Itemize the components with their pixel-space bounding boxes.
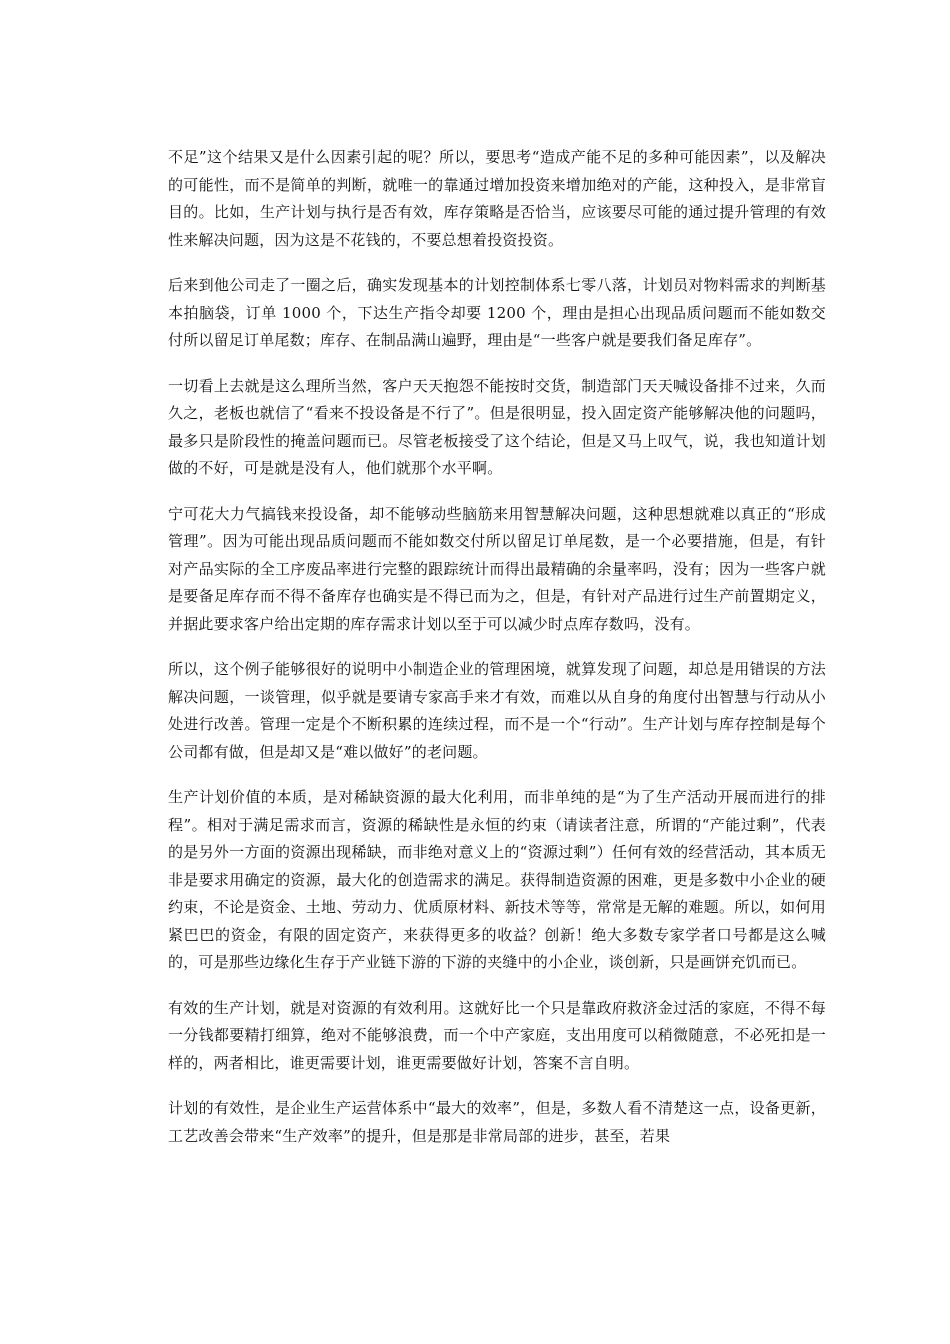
paragraph-3: 一切看上去就是这么理所当然，客户天天抱怨不能按时交货，制造部门天天喊设备排不过来，久而久之，老板也就信了“看来不投设备是不行了”。但是很明显，投入固定资产能够解决他的问题吗，最多只是阶段性的掩盖问题而已。尽管老板接受了这个结论，但是又马上叹气，说，我也知道计划做的不好，可是就是没有人，他们就那个水平啊。 xyxy=(168,376,826,477)
paragraph-8: 计划的有效性，是企业生产运营体系中“最大的效率”，但是，多数人看不清楚这一点，设备更新，工艺改善会带来“生产效率”的提升，但是那是非常局部的进步，甚至，若果 xyxy=(168,1099,826,1145)
paragraph-7: 有效的生产计划，就是对资源的有效利用。这就好比一个只是靠政府救济金过活的家庭，不得不每一分钱都要精打细算，绝对不能够浪费，而一个中产家庭，支出用度可以稍微随意，不必死扣是一样的，两者相比，谁更需要计划，谁更需要做好计划，答案不言自明。 xyxy=(168,998,826,1072)
paragraph-5: 所以，这个例子能够很好的说明中小制造企业的管理困境，就算发现了问题，却总是用错误的方法解决问题，一谈管理，似乎就是要请专家高手来才有效，而难以从自身的角度付出智慧与行动从小处进行改善。管理一定是个不断积累的连续过程，而不是一个“行动”。生产计划与库存控制是每个公司都有做，但是却又是“难以做好”的老问题。 xyxy=(168,660,826,761)
document-body xyxy=(168,144,826,1168)
paragraph-4: 宁可花大力气搞钱来投设备，却不能够动些脑筋来用智慧解决问题，这种思想就难以真正的“形成管理”。因为可能出现品质问题而不能如数交付所以留足订单尾数，是一个必要措施，但是，有针对产品实际的全工序废品率进行完整的跟踪统计而得出最精确的余量率吗，没有；因为一些客户就是要备足库存而不得不备库存也确实是不得已而为之，但是，有针对产品进行过生产前置期定义，并据此要求客户给出定期的库存需求计划以至于可以减少时点库存数吗，没有。 xyxy=(168,504,826,633)
paragraph-6: 生产计划价值的本质，是对稀缺资源的最大化利用，而非单纯的是“为了生产活动开展而进行的排程”。相对于满足需求而言，资源的稀缺性是永恒的约束（请读者注意，所谓的“产能过剩”，代表的是另外一方面的资源出现稀缺，而非绝对意义上的“资源过剩”）任何有效的经营活动，其本质无非是要求用确定的资源，最大化的创造需求的满足。获得制造资源的困难，更是多数中小企业的硬约束，不论是资金、土地、劳动力、优质原材料、新技术等等，常常是无解的难题。所以，如何用紧巴巴的资金，有限的固定资产，来获得更多的收益？创新！绝大多数专家学者口号都是这么喊的，可是那些边缘化生存于产业链下游的下游的夹缝中的小企业，谈创新，只是画饼充饥而已。 xyxy=(168,788,826,971)
paragraph-2: 后来到他公司走了一圈之后，确实发现基本的计划控制体系七零八落，计划员对物料需求的判断基本拍脑袋，订单 1000 个，下达生产指令却要 1200 个，理由是担心出现品质问题而不能如数交付所以留足订单尾数；库存、在制品满山遍野，理由是“一些客户就是要我们备足库存”。 xyxy=(168,276,826,349)
paragraph-1: 不足”这个结果又是什么因素引起的呢？所以，要思考“造成产能不足的多种可能因素”，以及解决的可能性，而不是简单的判断，就唯一的靠通过增加投资来增加绝对的产能，这种投入，是非常盲目的。比如，生产计划与执行是否有效，库存策略是否恰当，应该要尽可能的通过提升管理的有效性来解决问题，因为这是不花钱的，不要总想着投资投资。 xyxy=(168,148,826,249)
